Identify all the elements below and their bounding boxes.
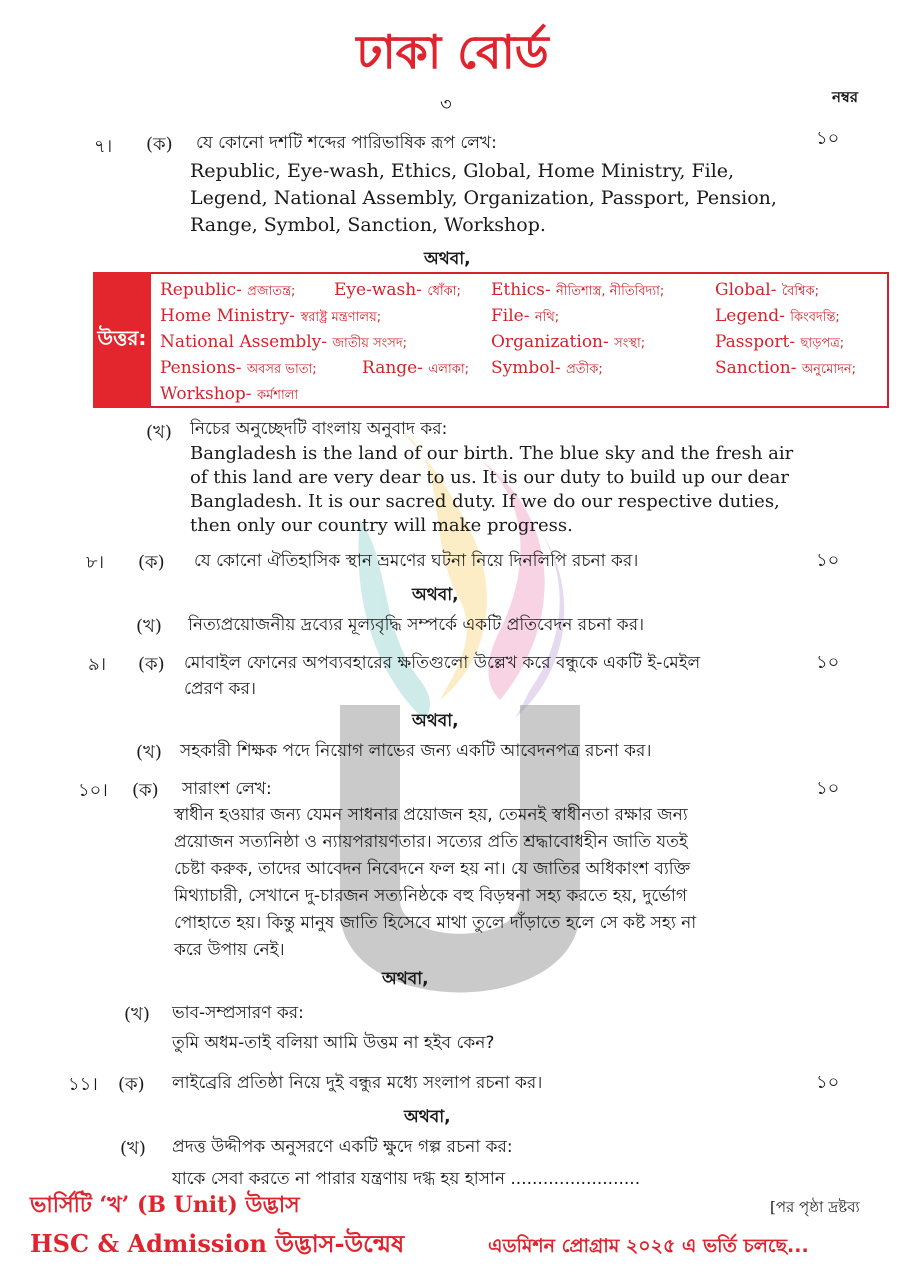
answer-term: Passport- [715,332,796,352]
answer-term: Eye-wash- [334,280,422,300]
or-separator: অথবা, [404,1107,451,1127]
answer-translation: কর্মশালা [256,388,299,403]
answer-translation: এলাকা; [428,362,469,377]
answer-item [491,306,559,329]
brand-line-1: ভার্সিটি ‘খ’ (B Unit) উদ্ভাস [30,1192,300,1218]
answer-item [160,358,317,381]
or-separator: অথবা, [382,969,429,989]
sub-question-label: (ক) [138,552,165,573]
page-title: ঢাকা বোর্ড [356,25,549,79]
answer-translation: কিংবদন্তি; [790,310,840,325]
brand-line-2: HSC & Admission উদ্ভাস-উন্মেষ [30,1229,405,1258]
question-text: নিত্যপ্রয়োজনীয় দ্রব্যের মূল্যবৃদ্ধি সম্পর্কে একটি প্রতিবেদন রচনা কর। [188,615,645,635]
answer-term: Organization- [491,332,609,352]
translation-paragraph [190,442,793,538]
answer-label: উত্তর: [93,272,151,408]
paragraph-line: of this land are very dear to us. It is our duty to build up our dear [190,467,789,488]
answer-term: File- [491,306,530,326]
or-separator: অথবা, [412,711,459,731]
question-number: ৯। [88,654,107,675]
answer-translation: বৈশ্বিক; [781,284,819,299]
question-text: সারাংশ লেখ: [182,779,272,799]
question-text: ভাব-সম্প্রসারণ কর: [172,1003,304,1023]
answer-item [715,306,840,329]
answer-term: Home Ministry- [160,306,295,326]
word-list-line: Legend, National Assembly, Organization, Passport, Pension, [190,187,777,209]
paragraph-line: স্বাধীন হওয়ার জন্য যেমন সাধনার প্রয়োজন হয়, তেমনই স্বাধীনতা রক্ষার জন্য [174,805,688,825]
or-separator: অথবা, [424,249,471,269]
answer-item [334,280,461,303]
question-text: যে কোনো দশটি শব্দের পারিভাষিক রূপ লেখ: [196,133,497,153]
answer-translation: ধোঁকা; [427,284,461,299]
answer-item [160,280,295,303]
question-text: মোবাইল ফোনের অপব্যবহারের ক্ষতিগুলো উল্লেখ করে বন্ধুকে একটি ই-মেইল [184,653,701,673]
marks-value: ১০ [816,128,840,149]
answer-term: Range- [362,358,423,378]
question-number: ৮। [86,552,105,573]
sub-question-label: (ক) [118,1074,145,1095]
answer-item [715,358,856,381]
question-text: লাইব্রেরি প্রতিষ্ঠা নিয়ে দুই বন্ধুর মধ্যে সংলাপ রচনা কর। [172,1073,543,1093]
answer-translation: ছাড়পত্র; [800,336,845,351]
paragraph-line: চেষ্টা করুক, তাদের আবেদন নিবেদনে ফল হয় না। যে জাতির অধিকাংশ ব্যক্তি [174,859,691,879]
answer-translation: জাতীয় সংসদ; [332,336,408,351]
question-text: নিচের অনুচ্ছেদটি বাংলায় অনুবাদ কর: [190,419,448,439]
answer-item [491,358,603,381]
question-text: প্রদত্ত উদ্দীপক অনুসরণে একটি ক্ষুদে গল্প রচনা কর: [172,1137,513,1157]
answer-term: Global- [715,280,777,300]
word-list-line: Republic, Eye-wash, Ethics, Global, Home Ministry, File, [190,160,735,182]
continued-note: [পর পৃষ্ঠা দ্রষ্টব্য [770,1198,860,1216]
sub-question-label: (খ) [136,742,162,763]
word-list [190,158,777,239]
paragraph-line: Bangladesh is the land of our birth. The blue sky and the fresh air [190,443,794,464]
sub-question-label: (ক) [146,134,173,155]
question-text: প্রেরণ কর। [184,679,256,699]
paragraph-line: পোহাতে হয়। কিন্তু মানুষ জাতি হিসেবে মাথা তুলে দাঁড়াতে হলে সে কষ্ট সহ্য না [174,913,697,933]
answer-term: Symbol- [491,358,561,378]
answer-item [491,332,645,355]
question-number: ১০। [78,780,108,801]
answer-item [160,332,407,355]
marks-value: ১০ [816,550,840,571]
sub-question-label: (খ) [136,616,162,637]
question-text: যে কোনো ঐতিহাসিক স্থান ভ্রমণের ঘটনা নিয়ে দিনলিপি রচনা কর। [194,551,639,571]
answer-item [715,332,844,355]
answer-item [160,306,381,329]
answer-item [362,358,469,381]
answer-item [160,384,298,407]
paragraph-line: করে উপায় নেই। [174,940,285,960]
paragraph-line: প্রয়োজন সত্যনিষ্ঠা ও ন্যায়পরায়ণতার। সত্যের প্রতি শ্রদ্ধাবোধহীন জাতি যতই [174,832,688,852]
answer-item [491,280,664,303]
answer-translation: নথি; [534,310,560,325]
answer-translation: অনুমোদন; [801,362,857,377]
marks-value: ১০ [816,1072,840,1093]
paragraph-line: মিথ্যাচারী, সেখানে দু-চারজন সত্যনিষ্ঠকে বহু বিড়ম্বনা সহ্য করতে হয়, দুর্ভোগ [174,886,687,906]
answer-translation: স্বরাষ্ট্র মন্ত্রণালয়; [300,310,382,325]
summary-paragraph [174,802,696,964]
answer-translation: প্রতীক; [566,362,603,377]
sub-question-label: (খ) [124,1004,150,1025]
answer-term: Republic- [160,280,242,300]
answer-item [715,280,819,303]
answer-term: Sanction- [715,358,797,378]
marks-value: ১০ [816,652,840,673]
answer-translation: নীতিশাস্ত্র, নীতিবিদ্যা; [556,284,665,299]
sub-question-label: (ক) [138,654,165,675]
sub-question-label: (খ) [120,1138,146,1159]
question-number: ১১। [68,1074,98,1095]
answer-term: Legend- [715,306,785,326]
answer-term: Pensions- [160,358,242,378]
answer-term: Workshop- [160,384,252,404]
word-list-line: Range, Symbol, Sanction, Workshop. [190,214,546,236]
marks-value: ১০ [816,778,840,799]
answer-term: Ethics- [491,280,551,300]
answer-translation: প্রজাতন্ত্র; [247,284,296,299]
page-number: ৩ [440,94,452,115]
sub-question-label: (খ) [146,422,172,443]
marks-column-header: নম্বর [832,88,859,106]
expansion-quote: তুমি অধম-তাই বলিয়া আমি উত্তম না হইব কেন? [172,1033,495,1053]
answer-translation: অবসর ভাতা; [246,362,317,377]
paragraph-line: then only our country will make progress. [190,515,573,536]
answer-term: National Assembly- [160,332,328,352]
question-number: ৭। [94,136,113,157]
answer-translation: সংস্থা; [614,336,646,351]
sub-question-label: (ক) [132,780,159,801]
admission-banner: এডমিশন প্রোগ্রাম ২০২৫ এ ভর্তি চলছে... [488,1235,809,1257]
paragraph-line: Bangladesh. It is our sacred duty. If we do our respective duties, [190,491,780,512]
question-text: সহকারী শিক্ষক পদে নিয়োগ লাভের জন্য একটি আবেদনপত্র রচনা কর। [180,741,652,761]
or-separator: অথবা, [412,585,459,605]
story-prompt: যাকে সেবা করতে না পারার যন্ত্রণায় দগ্ধ হয় হাসান ........................ [172,1169,641,1189]
